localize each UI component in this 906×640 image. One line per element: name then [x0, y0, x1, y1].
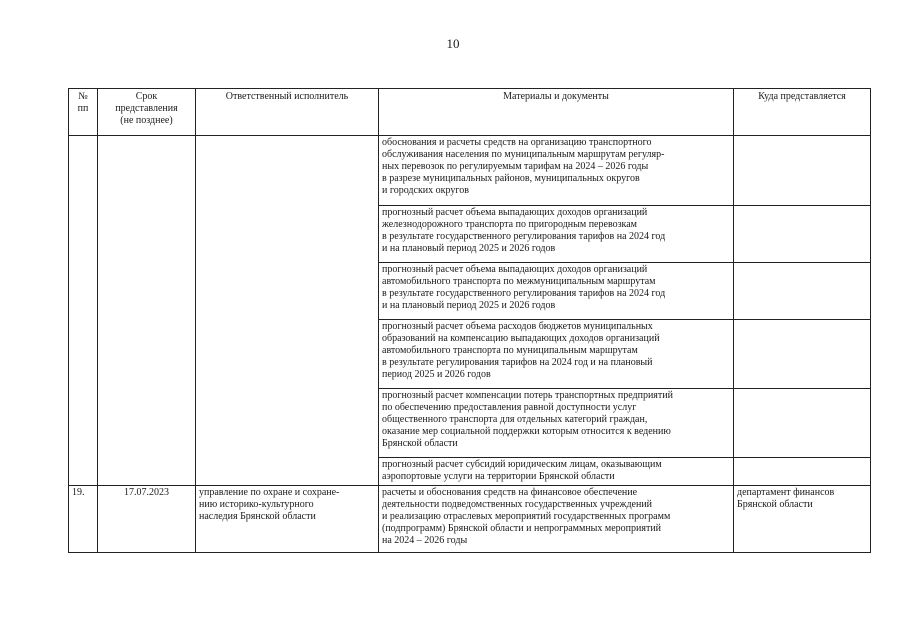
cell-destination-empty — [734, 263, 871, 320]
table-header-row — [69, 89, 871, 136]
cell-material: прогнозный расчет объема выпадающих доходов организаций автомобильного транспорта по межмуниципальным маршрутам в результате государственного регулирования тарифов на 2024 год и на плановый период 2025 и 2026 годов — [379, 263, 734, 320]
cell-destination-empty — [734, 458, 871, 486]
table-row-19 — [69, 486, 871, 553]
cell-destination-empty — [734, 389, 871, 458]
table-row — [69, 136, 871, 206]
header-executor: Ответственный исполнитель — [196, 89, 379, 136]
cell-material: прогнозный расчет объема расходов бюджетов муниципальных образований на компенсацию выпадающих доходов организаций автомобильного транспорта по муниципальным маршрутам в результате регулирования тарифов на 2024 год и на плановый период 2025 и 2026 годов — [379, 320, 734, 389]
cell-executor-empty — [196, 136, 379, 486]
documents-table — [68, 88, 871, 553]
cell-num: 19. — [69, 486, 98, 553]
cell-date: 17.07.2023 — [98, 486, 196, 553]
header-destination: Куда представляется — [734, 89, 871, 136]
cell-destination: департамент финансов Брянской области — [734, 486, 871, 553]
cell-destination-empty — [734, 320, 871, 389]
header-date: Срок представления (не позднее) — [98, 89, 196, 136]
cell-material: прогнозный расчет субсидий юридическим лицам, оказывающим аэропортовые услуги на территории Брянской области — [379, 458, 734, 486]
cell-date-empty — [98, 136, 196, 486]
cell-material: прогнозный расчет объема выпадающих доходов организаций железнодорожного транспорта по пригородным перевозкам в результате государственного регулирования тарифов на 2024 год и на плановый период 2025 и 2026 годов — [379, 206, 734, 263]
header-num: № пп — [69, 89, 98, 136]
cell-num-empty — [69, 136, 98, 486]
cell-material: обоснования и расчеты средств на организацию транспортного обслуживания населения по муниципальным маршрутам регуляр- ных перевозок по регулируемым тарифам на 2024 – 2026 годы в разрезе муниципальных районов, муниципальных округов и городских округов — [379, 136, 734, 206]
page-number: 10 — [446, 36, 460, 51]
header-materials: Материалы и документы — [379, 89, 734, 136]
cell-material: прогнозный расчет компенсации потерь транспортных предприятий по обеспечению предоставления равной доступности услуг общественного транспорта для отдельных категорий граждан, оказание мер социальной поддержки которым относится к ведению Брянской области — [379, 389, 734, 458]
cell-destination-empty — [734, 136, 871, 206]
cell-executor: управление по охране и сохране- нию историко-культурного наследия Брянской области — [196, 486, 379, 553]
cell-material: расчеты и обоснования средств на финансовое обеспечение деятельности подведомственных государственных учреждений и реализацию отраслевых мероприятий государственных программ (подпрограмм) Брянской области и непрограммных мероприятий на 2024 – 2026 годы — [379, 486, 734, 553]
cell-destination-empty — [734, 206, 871, 263]
